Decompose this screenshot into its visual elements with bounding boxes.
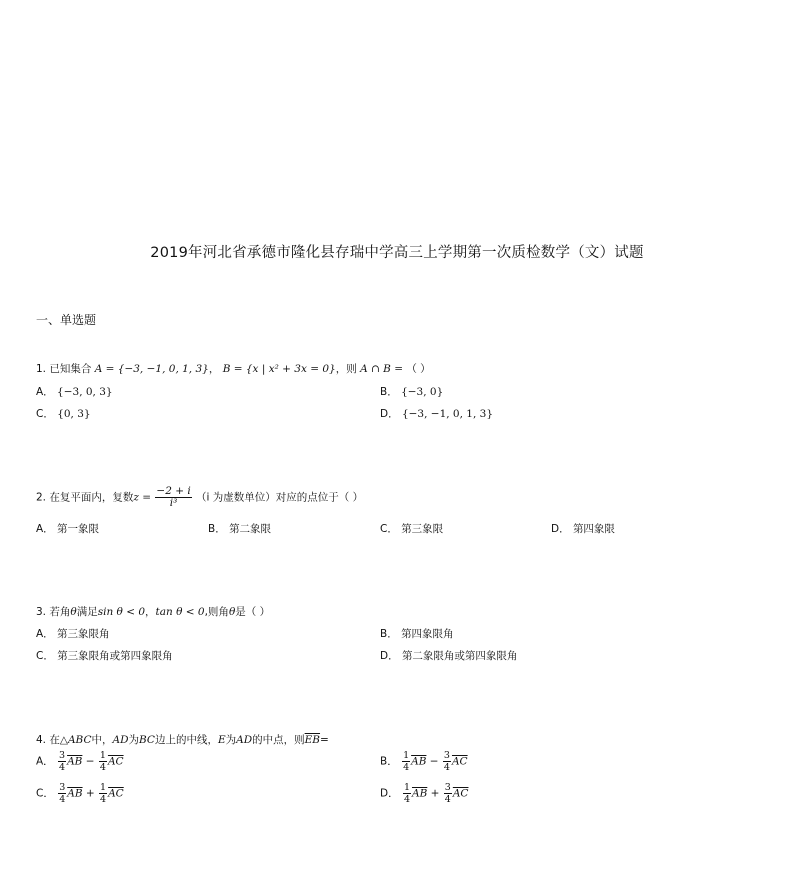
condition-sin: sin θ < 0 [97,606,146,618]
fraction [58,750,66,773]
z-variable: z = [133,491,152,504]
option-label: D． [380,408,399,420]
segment-ad: AD [236,734,253,746]
fraction-numerator: 1 [100,782,107,793]
option-label: B． [380,386,398,398]
fraction-numerator: 1 [99,750,106,761]
option-a[interactable] [36,384,113,399]
fraction-denominator: 4 [443,762,450,773]
condition-tan: tan θ < 0 [155,606,205,618]
fraction [99,750,107,773]
theta-symbol: θ [228,606,236,618]
fraction-denominator: 4 [444,794,451,805]
separator: ， [208,363,220,375]
fraction-denominator: i³ [169,497,178,509]
question-number: 1. [36,363,47,375]
vector-eb: $\overline{EB}$ [304,734,321,746]
option-a[interactable] [36,750,124,773]
option-label: D． [380,787,399,800]
document-title: 2019年河北省承德市隆化县存瑞中学高三上学期第一次质检数学（文）试题 [150,245,644,261]
fraction-numerator: 3 [443,750,450,761]
fraction [402,750,410,773]
option-b[interactable] [380,626,454,641]
option-label: D． [551,523,570,535]
point-e: E [217,734,226,746]
intersection-expr: A ∩ B = [360,363,403,375]
option-text: {−3, −1, 0, 1, 3} [401,408,493,420]
segment-bc: BC [139,734,155,746]
fraction-numerator: 3 [59,750,66,761]
option-text: 第四象限角 [401,628,454,640]
set-b: B = {x | x² + 3x = 0} [222,363,336,375]
vector-ac: $\overline{AC}$ [107,755,124,768]
segment-ad: AD [112,734,129,746]
question-text: 在复平面内，复数 [49,491,134,504]
fraction [403,782,411,805]
option-label: C． [36,787,54,800]
vector-ab: $\overline{AB}$ [67,787,83,800]
option-text: 第三象限 [401,523,444,535]
vector-ac: $\overline{AC}$ [451,755,468,768]
question-1-stem [36,361,431,376]
operator: + [430,787,440,800]
option-label: B． [380,628,398,640]
operator: − [429,755,439,768]
question-2-stem [36,486,363,509]
question-text: ,则角 [204,606,229,618]
question-text: 满足 [76,606,98,618]
option-c[interactable] [380,521,443,536]
option-text: 第三象限角 [57,628,110,640]
section-heading: 一、单选题 [36,313,97,327]
fraction-numerator: 3 [444,782,451,793]
vector-ab: $\overline{AB}$ [67,755,83,768]
option-text: 第四象限 [572,523,615,535]
fraction [444,782,452,805]
option-text: {−3, 0} [401,386,444,398]
vector-ac: $\overline{AC}$ [452,787,469,800]
option-text: {0, 3} [57,408,91,420]
option-text: 第一象限 [57,523,100,535]
question-4-stem [36,732,329,747]
answer-paren: （ ） [406,363,431,375]
question-number: 2. [36,491,47,504]
option-d[interactable] [380,782,468,805]
theta-symbol: θ [70,606,77,618]
option-label: A． [36,755,54,768]
option-label: C． [36,650,54,662]
option-d[interactable] [380,648,517,663]
fraction-denominator: 4 [59,762,66,773]
option-label: A． [36,628,54,640]
question-text: 的中点，则 [252,734,305,746]
question-text: 已知集合 [49,363,92,375]
vector-ab: $\overline{AB}$ [411,755,427,768]
option-b[interactable] [208,521,271,536]
option-c[interactable] [36,648,173,663]
question-text: 若角 [49,606,71,618]
set-a: A = {−3, −1, 0, 1, 3} [94,363,209,375]
vector-ac: $\overline{AC}$ [108,787,124,800]
option-text: {−3, 0, 3} [57,386,113,398]
option-label: B． [208,523,226,535]
option-c[interactable] [36,406,91,421]
fraction-numerator: 1 [403,750,410,761]
question-text: 边上的中线， [154,734,218,746]
option-label: C． [36,408,54,420]
fraction-denominator: 4 [100,794,107,805]
fraction-denominator: 4 [99,762,106,773]
question-text: 中， [91,734,113,746]
fraction-numerator: 1 [403,782,410,793]
question-text: 为 [225,734,237,746]
separator: ， [145,606,156,618]
fraction [443,750,451,773]
question-number: 3. [36,606,47,618]
operator: − [85,755,95,768]
question-text: 是（ ） [235,606,271,618]
triangle-abc: △ABC [59,734,92,746]
fraction-numerator: −2 + i [156,485,191,497]
fraction-denominator: 4 [403,794,410,805]
equals-sign: = [320,734,329,746]
question-number: 4. [36,734,47,746]
separator: ，则 [335,363,357,375]
option-label: C． [380,523,398,535]
option-d[interactable] [380,406,493,421]
vector-ab: $\overline{AB}$ [411,787,428,800]
fraction-denominator: 4 [59,794,66,805]
option-text: 第三象限角或第四象限角 [57,650,173,662]
option-label: D． [380,650,399,662]
question-3-stem [36,604,270,619]
option-label: A． [36,386,54,398]
option-c[interactable] [36,782,124,805]
option-d[interactable] [551,521,615,536]
option-label: A． [36,523,54,535]
option-a[interactable] [36,626,110,641]
fraction-denominator: 4 [403,762,410,773]
option-label: B． [380,755,398,768]
option-text: 第二象限 [229,523,272,535]
operator: + [85,787,95,800]
question-text: 为 [128,734,139,746]
question-text: 在 [49,734,60,746]
question-text: （i 为虚数单位）对应的点位于（ ） [196,491,364,504]
option-b[interactable] [380,384,443,399]
fraction [99,782,107,805]
option-a[interactable] [36,521,99,536]
option-b[interactable] [380,750,468,773]
complex-fraction [155,486,191,509]
fraction-numerator: 3 [59,782,66,793]
fraction [58,782,66,805]
option-text: 第二象限角或第四象限角 [401,650,518,662]
